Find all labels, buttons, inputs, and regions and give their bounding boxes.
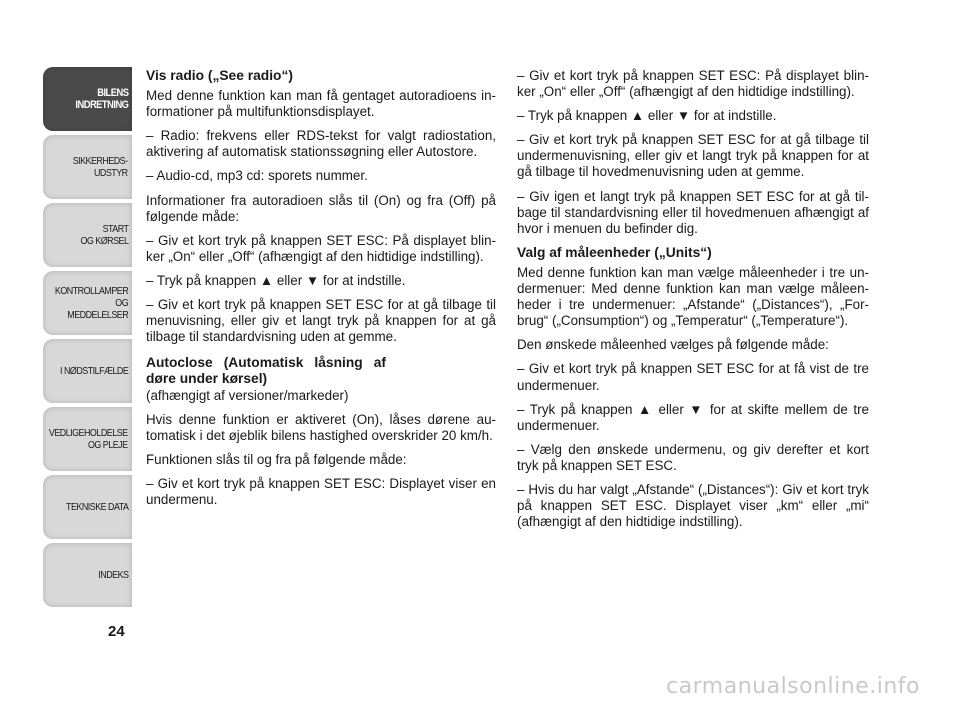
tab-label: VEDLIGEHOLDELSE OG PLEJE — [49, 427, 128, 451]
paragraph: – Giv igen et langt tryk på knappen SET ESC for at gå til-bage til standardvisning eller til hovedmenuen afhængigt af hvor i menuen du befinder dig. — [517, 188, 869, 236]
paragraph: – Giv et kort tryk på knappen SET ESC: Displayet viser en undermenu. — [146, 475, 496, 507]
left-column — [146, 68, 496, 516]
tab-tekniske-data[interactable] — [43, 475, 132, 539]
tab-sikkerhedsudstyr[interactable] — [43, 135, 132, 199]
tab-i-nodstilfaelde[interactable] — [43, 339, 132, 403]
paragraph: Med denne funktion kan man vælge måleenheder i tre un-dermenuer: Med denne funktion kan man vælge måleen-heder i tre undermenuer: „Afstande“ („Distances“), „For-brug“ („Consumption“) og „Temperatur“ („Temperature“). — [517, 264, 869, 329]
paragraph: – Giv et kort tryk på knappen SET ESC for at få vist de tre undermenuer. — [517, 361, 869, 393]
paragraph: Informationer fra autoradioen slås til (On) og fra (Off) på følgende måde: — [146, 192, 496, 224]
chapter-tabs — [43, 67, 132, 611]
paragraph: – Giv et kort tryk på knappen SET ESC: På displayet blin-ker „On“ eller „Off“ (afhængigt af den hidtidige indstilling). — [146, 232, 496, 264]
paragraph: – Giv et kort tryk på knappen SET ESC for at gå tilbage til menuvisning, eller giv et langt tryk på knappen for at gå tilbage til standardvisning uden at gemme. — [146, 297, 496, 345]
paragraph: – Giv et kort tryk på knappen SET ESC for at gå tilbage til undermenuvisning, eller giv et langt tryk på knappen for at gå tilbage til hovedmenuvisning uden at gemme. — [517, 132, 869, 180]
tab-label: INDEKS — [97, 569, 128, 581]
section-heading: Autoclose (Automatisk låsning af døre under kørsel) — [146, 355, 386, 387]
paragraph: – Radio: frekvens eller RDS-tekst for valgt radiostation, aktivering af automatisk stationssøgning eller Autostore. — [146, 128, 496, 160]
tab-label: START OG KØRSEL — [80, 223, 128, 247]
paragraph: Hvis denne funktion er aktiveret (On), låses dørene au-tomatisk i det øjeblik bilens hastighed overskrider 20 km/h. — [146, 411, 496, 443]
tab-start-og-korsel[interactable] — [43, 203, 132, 267]
tab-indeks[interactable] — [43, 543, 132, 607]
tab-label: I NØDSTILFÆLDE — [59, 365, 128, 377]
section-note: (afhængigt af versioner/markeder) — [146, 387, 349, 403]
paragraph: – Tryk på knappen ▲ eller ▼ for at indstille. — [146, 272, 406, 288]
tab-label: BILENS INDRETNING — [74, 87, 128, 111]
paragraph: – Audio-cd, mp3 cd: sporets nummer. — [146, 168, 368, 184]
paragraph: – Giv et kort tryk på knappen SET ESC: På displayet blin-ker „On“ eller „Off“ (afhængigt af den hidtidige indstilling). — [517, 68, 869, 100]
right-column — [517, 68, 869, 538]
tab-label: TEKNISKE DATA — [65, 501, 128, 513]
page-number: 24 — [108, 623, 125, 640]
paragraph: Den ønskede måleenhed vælges på følgende måde: — [517, 337, 829, 353]
tab-vedligeholdelse[interactable] — [43, 407, 132, 471]
paragraph: – Tryk på knappen ▲ eller ▼ for at skifte mellem de tre undermenuer. — [517, 401, 869, 433]
paragraph: Funktionen slås til og fra på følgende måde: — [146, 451, 407, 467]
section-heading: Valg af måleenheder („Units“) — [517, 244, 712, 260]
tab-label: KONTROLLAMPER OG MEDDELELSER — [54, 285, 128, 321]
tab-label: SIKKERHEDS- UDSTYR — [73, 155, 128, 179]
watermark: carmanualsonline.info — [666, 674, 920, 699]
section-heading: Vis radio („See radio“) — [146, 68, 293, 83]
tab-bilens-indretning[interactable] — [43, 67, 132, 131]
paragraph: Med denne funktion kan man få gentaget autoradioens in-formationer på multifunktionsdisplayet. — [146, 88, 496, 120]
tab-kontrollamper[interactable] — [43, 271, 132, 335]
paragraph: – Hvis du har valgt „Afstande“ („Distances“): Giv et kort tryk på knappen SET ESC. Displayet viser „km“ eller „mi“ (afhængigt af den hidtidige indstilling). — [517, 481, 869, 530]
paragraph: – Tryk på knappen ▲ eller ▼ for at indstille. — [517, 108, 777, 124]
paragraph: – Vælg den ønskede undermenu, og giv derefter et kort tryk på knappen SET ESC. — [517, 441, 869, 473]
